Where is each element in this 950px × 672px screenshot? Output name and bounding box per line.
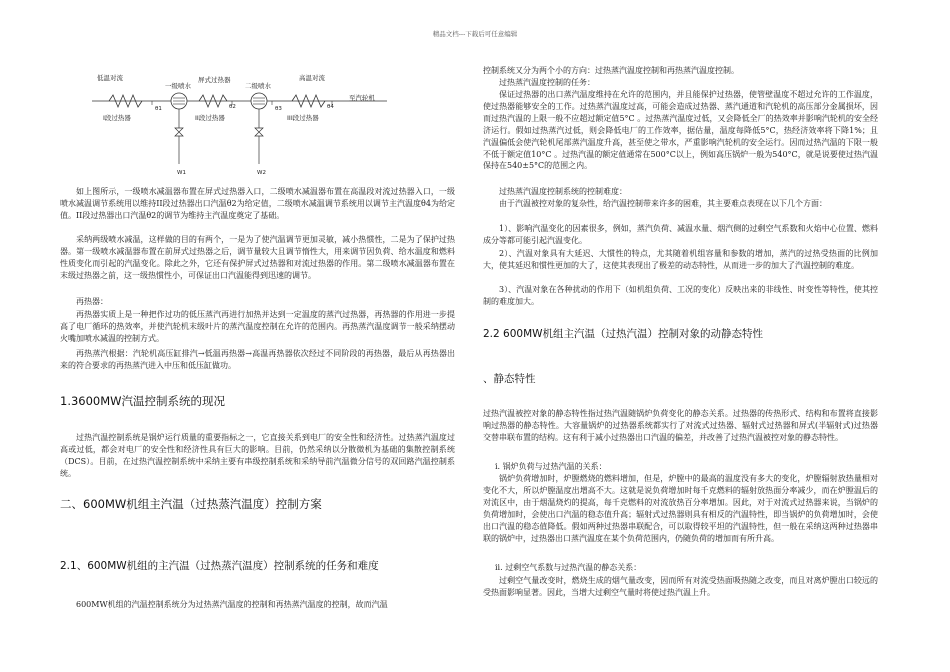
left-paragraph-3: 再热器： bbox=[76, 297, 108, 306]
right-paragraph-10: i. 锅炉负荷与过热汽温的关系： bbox=[495, 462, 607, 471]
label-low-temp: 低温对流 bbox=[97, 74, 123, 82]
section-1-3-heading: 1.3600MW汽温控制系统的现况 bbox=[60, 394, 226, 408]
label-spray1: 一级喷水 bbox=[165, 82, 191, 90]
superheater-diagram bbox=[87, 66, 407, 186]
right-paragraph-5: 由于汽温被控对象的复杂性，给汽温控制带来许多的困难，其主要难点表现在以下几个方面： bbox=[499, 199, 827, 208]
label-w1: W1 bbox=[177, 170, 186, 176]
left-paragraph-2: 采纳两级喷水减温，这样做的目的有两个，一是为了使汽温调节更加灵敏，减小热惯性，二是为了保护过热器。第一级喷水减温器布置在前屏式过热器之后，调节量较大且调节惰性大，用来调节因负荷、给水温度和燃料性质变化而引起的汽温变化。除此之外，它还有保护屏式过热器和对流过热器的作用。第二级喷水减温器布置在末级过热器之前，这一级热惯性小，可保证出口汽温能得到迅速的调节。 bbox=[60, 235, 455, 280]
section-2-1-heading: 2.1、600MW机组的主汽温（过热蒸汽温度）控制系统的任务和难度 bbox=[60, 560, 379, 572]
label-turbine: 至汽轮机 bbox=[349, 94, 375, 102]
left-paragraph-5: 再热蒸汽根据：汽轮机高压缸排汽→低温再热器→高温再热器依次经过不同阶段的再热器，最后从再热器出来的符合要求的再热蒸汽进入中压和低压缸做功。 bbox=[60, 349, 455, 370]
section-2-heading: 二、600MW机组主汽温（过热蒸汽温度）控制方案 bbox=[60, 497, 322, 511]
right-paragraph-9: 过热汽温被控对象的静态特性指过热汽温随锅炉负荷变化的静态关系。过热器的传热形式、结构和布置将直接影响过热器的静态特性。大容量锅炉的过热器系统都实行了对流式过热器、辐射式过热器和屏式(半辐射式)过热器交替串联布置的结构。这有利于减小过热器出口汽温的偏差，并改善了过热汽温被控对象的静态特性。 bbox=[483, 409, 878, 442]
label-spray2: 二级喷水 bbox=[245, 82, 271, 90]
section-2-2-heading: 2.2 600MW机组主汽温（过热汽温）控制对象的动静态特性 bbox=[483, 328, 764, 340]
label-high-temp: 高温对流 bbox=[299, 74, 325, 82]
right-paragraph-6: 1）、影响汽温变化的因素很多，例如，蒸汽负荷、减温水量、烟汽侧的过剩空气系数和火焰中心位置、燃料成分等都可能引起汽温变化。 bbox=[483, 224, 878, 245]
right-paragraph-11: 锅炉负荷增加时，炉膛燃烧的燃料增加，但是，炉膛中的最高的温度没有多大的变化，炉膛辐射放热量相对变化不大，所以炉膛温度出增高不大。这就是说负荷增加时每千克燃料的辐射放热面分率减少，而在炉膛温后的对流区中，由于烟温烧灼的提高，每千克燃料的对流放热百分率增加。因此，对于对流式过热器来说，当锅炉的负荷增加时，会使出口汽温的稳态值升高；辐射式过热器则具有相反的汽温特性，即当锅炉的负荷增加时，会使出口汽温的稳态值降低。假如两种过热器串联配合，可以取得较平坦的汽温特性，但一般在采纳这两种过热器串联的锅炉中，过热器出口蒸汽温度在某个负荷范围内，仍随负荷的增加而有所升高。 bbox=[483, 474, 878, 543]
label-w2: W2 bbox=[257, 170, 266, 176]
left-paragraph-1: 如上图所示，一级喷水减温器布置在屏式过热器入口，二级喷水减温器布置在高温段对流过热器入口，一级喷水减温调节系统用以维持II段过热器出口汽温θ2为给定值，二级喷水减温调节系统用以调节主汽温度θ4为给定值。II段过热器出口汽温θ2的调节为维持主汽温度奠定了基础。 bbox=[60, 187, 455, 220]
label-theta2: θ2 bbox=[229, 104, 236, 110]
left-paragraph-7: 600MW机组的汽温控制系统分为过热蒸汽温度的控制和再热蒸汽温度的控制，故而汽温 bbox=[76, 600, 388, 609]
label-section2: II段过热器 bbox=[195, 114, 225, 122]
label-section1: I段过热器 bbox=[103, 114, 131, 122]
right-paragraph-1: 控制系统又分为两个小的方向：过热蒸汽温度控制和再热蒸汽温度控制。 bbox=[483, 66, 739, 75]
right-paragraph-3: 保证过热器的出口蒸汽温度维持在允许的范围内，并且能保护过热器，使管壁温度不超过允许的工作温度，使过热器能够安全的工作。过热蒸汽温度过高，可能会造成过热器、蒸汽通道和汽轮机的高压部分金属损坏，因而过热汽温的上限一般不应超过额定值5°C 。过热蒸汽温度过低，又会降低全厂的热效率并影响汽轮机的安全经济运行。假如过热蒸汽过低，则会降低电厂的工作效率，据估量，温度每降低5°C，热经济效率将下降1%；且汽温偏低会使汽轮机尾部蒸汽温度升高，甚至使之带水，严重影响汽轮机的安全运行。因而过热汽温的下限一般不低于额定值10°C 。过热汽温的额定值通常在500°C以上，例如高压锅炉一般为540°C，就是说要使过热汽温保持在540±5°C的范围之内。 bbox=[483, 90, 878, 171]
static-characteristics-heading: 、静态特性 bbox=[483, 373, 536, 385]
label-theta1: θ1 bbox=[155, 106, 162, 112]
right-paragraph-4: 过热蒸汽温度控制系统的控制难度： bbox=[499, 187, 627, 196]
label-screen: 屏式过热器 bbox=[198, 76, 231, 84]
right-paragraph-12: ii. 过剩空气系数与过热汽温的静态关系： bbox=[495, 563, 642, 572]
right-paragraph-13: 过剩空气量改变时，燃烧生成的烟气量改变，因而所有对流受热面吸热随之改变，而且对离炉膛出口较远的受热面影响显著。因此，当增大过剩空气量时将使过热汽温上升。 bbox=[483, 576, 878, 597]
right-paragraph-7: 2）、汽温对象具有大延迟、大惯性的特点，尤其随着机组容量和参数的增加，蒸汽的过热受热面的比例加大，使其延迟和惯性更加的大了，这使其表现出了极差的动态特性，从而进一步的加大了汽温控制的难度。 bbox=[483, 249, 878, 270]
label-theta4: θ4 bbox=[327, 104, 334, 110]
page-header: 精品文档---下载后可任意编辑 bbox=[432, 30, 518, 38]
left-paragraph-6: 过热汽温控制系统是锅炉运行质量的重要指标之一，它直接关系到电厂的安全性和经济性。过热蒸汽温度过高或过低，都会对电厂的安全性和经济性具有巨大的影响。目前，仍然采纳以分散微机为基础的集散控制系统（DCS）。目前，在过热汽温控制系统中采纳主要有串级控制系统和采纳导前汽温微分信号的双回路汽温控制系统。 bbox=[60, 433, 455, 478]
valve-2 bbox=[255, 128, 263, 136]
right-paragraph-2: 过热蒸汽温度控制的任务： bbox=[499, 78, 595, 87]
label-theta3: θ3 bbox=[275, 106, 282, 112]
valve-1 bbox=[175, 128, 183, 136]
right-paragraph-8: 3）、汽温对象在各种扰动的作用下（如机组负荷、工况的变化）反映出来的非线性、时变性等特性，使其控制的难度加大。 bbox=[483, 285, 878, 306]
left-paragraph-4: 再热器实质上是一种把作过功的低压蒸汽再进行加热并达到一定温度的蒸汽过热器，再热器的作用进一步提高了电厂循环的热效率，并使汽轮机末级叶片的蒸汽温度控制在允许的范围内。再热蒸汽温度调节一般采纳摆动火嘴加喷水减温的控制方式。 bbox=[60, 310, 455, 343]
label-section3: III段过热器 bbox=[287, 114, 319, 122]
